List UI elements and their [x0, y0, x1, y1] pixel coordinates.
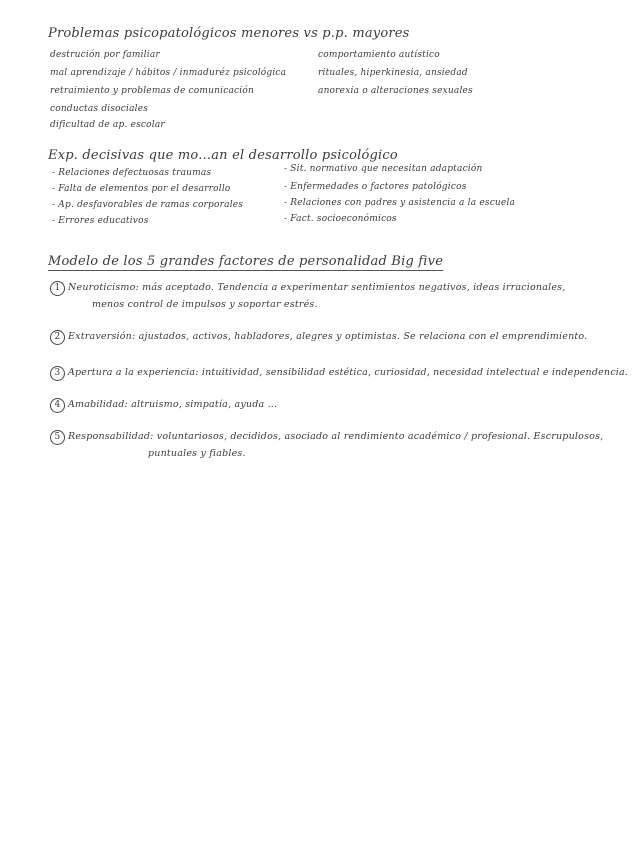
section1-right-item: comportamiento autístico	[318, 50, 440, 60]
section1-left-item: dificultad de ap. escolar	[50, 120, 165, 130]
factor-number: 1	[50, 281, 65, 296]
section1-right-item: anorexia o alteraciones sexuales	[318, 86, 473, 96]
factor-amabilidad	[50, 398, 277, 413]
section2-right-item: - Sit. normativo que necesitan adaptación	[284, 164, 483, 174]
factor-neuroticismo	[50, 281, 565, 296]
factor-number: 3	[50, 366, 65, 381]
section2-title: Exp. decisivas que mo...an el desarrollo psicológico	[48, 148, 398, 163]
factor-text: Neuroticismo: más aceptado. Tendencia a experimentar sentimientos negativos, ideas irracionales,	[68, 282, 566, 293]
section2-left-item: - Falta de elementos por el desarrollo	[52, 184, 231, 194]
factor-text: Extraversión: ajustados, activos, habladores, alegres y optimistas. Se relaciona con el emprendimiento.	[68, 331, 588, 342]
section1-title: Problemas psicopatológicos menores vs p.p. mayores	[48, 26, 410, 41]
factor-apertura	[50, 366, 628, 381]
section2-right-item: - Relaciones con padres y asistencia a la escuela	[284, 198, 516, 208]
factor-text: Responsabilidad: voluntariosos, decididos, asociado al rendimiento académico / profesional. Escrupulosos,	[68, 431, 604, 442]
section2-left-item: - Errores educativos	[52, 216, 149, 226]
section1-right-item: rituales, hiperkinesia, ansiedad	[318, 68, 468, 78]
section3-title: Modelo de los 5 grandes factores de personalidad Big five	[48, 254, 444, 269]
section2-left-item: - Relaciones defectuosas traumas	[52, 168, 212, 178]
factor-responsabilidad-cont: puntuales y fiables.	[148, 448, 246, 459]
section1-left-item: retraimiento y problemas de comunicación	[50, 86, 254, 96]
factor-text: Amabilidad: altruismo, simpatía, ayuda ...	[68, 399, 278, 410]
factor-extraversion	[50, 330, 587, 345]
factor-neuroticismo-cont: menos control de impulsos y soportar estrés.	[92, 299, 318, 310]
section2-left-item: - Ap. desfavorables de ramas corporales	[52, 200, 244, 210]
section2-right-item: - Enfermedades o factores patológicos	[284, 182, 467, 192]
factor-number: 4	[50, 398, 65, 413]
section1-left-item: mal aprendizaje / hábitos / inmaduréz psicológica	[50, 68, 287, 78]
factor-text: Apertura a la experiencia: intuitividad, sensibilidad estética, curiosidad, necesidad intelectual e independencia.	[67, 367, 629, 378]
section1-left-item: conductas disociales	[50, 104, 149, 114]
factor-number: 5	[50, 430, 65, 445]
factor-number: 2	[50, 330, 65, 345]
factor-responsabilidad	[50, 430, 603, 445]
section2-right-item: - Fact. socioeconómicos	[284, 214, 397, 224]
section1-left-item: destrución por familiar	[50, 50, 160, 60]
